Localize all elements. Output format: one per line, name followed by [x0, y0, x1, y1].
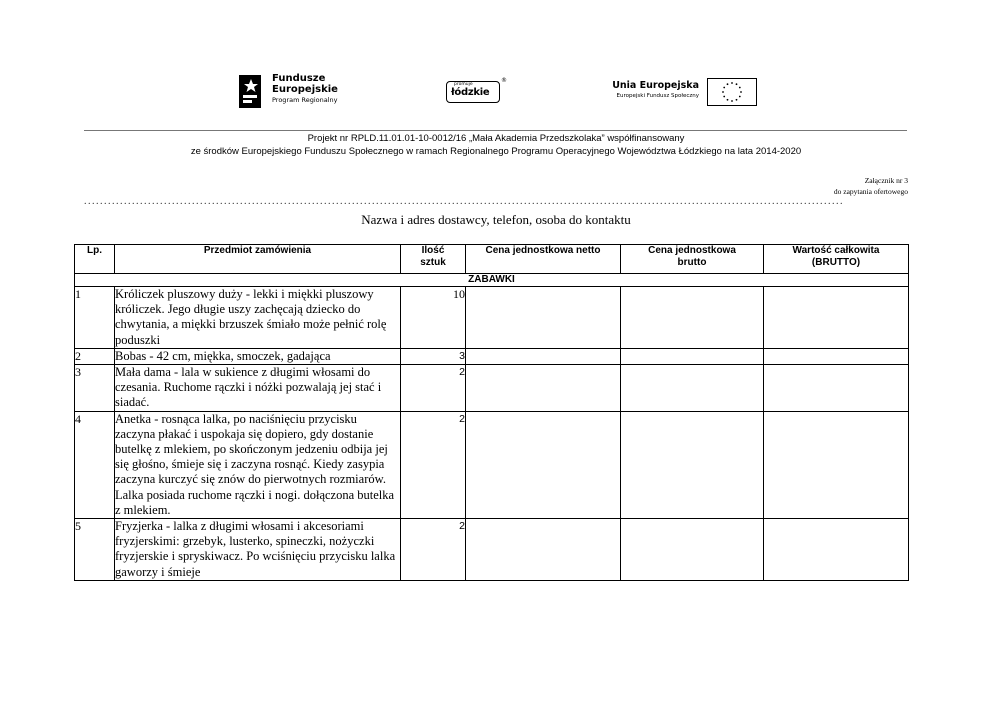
col-header-netto: Cena jednostkowa netto	[466, 245, 621, 274]
row-lp: 5	[75, 519, 115, 581]
row-brutto-cell	[621, 411, 764, 518]
row-description: Króliczek pluszowy duży - lekki i miękki pluszowy króliczek. Jego długie uszy zachęcają dziecko do chwytania, a miękki brzuszek śmiało może pełnić rolę poduszki	[115, 287, 401, 349]
promuje-lodzkie-logo	[446, 77, 508, 105]
row-total-cell	[764, 287, 909, 349]
row-netto-cell	[466, 348, 621, 364]
row-netto-cell	[466, 287, 621, 349]
row-total-cell	[764, 348, 909, 364]
lodz-logo-big: łódzkie	[451, 87, 490, 98]
table-row	[75, 348, 909, 364]
table-header-row	[75, 245, 909, 274]
table-row	[75, 519, 909, 581]
col-header-item: Przedmiot zamówienia	[115, 245, 401, 274]
col-header-brutto: Cena jednostkowa brutto	[621, 245, 764, 274]
row-netto-cell	[466, 365, 621, 412]
row-brutto-cell	[621, 287, 764, 349]
registered-mark: ®	[501, 77, 507, 84]
section-row	[75, 274, 909, 287]
row-description: Bobas - 42 cm, miękka, smoczek, gadająca	[115, 348, 401, 364]
row-lp: 3	[75, 365, 115, 412]
row-description: Mała dama - lala w sukience z długimi włosami do czesania. Ruchome rączki i nóżki pozwalają jej stać i siadać.	[115, 365, 401, 412]
row-total-cell	[764, 365, 909, 412]
fundusze-europejskie-logo	[238, 72, 368, 112]
row-brutto-cell	[621, 519, 764, 581]
logo-bar	[0, 0, 992, 130]
fe-star-icon	[238, 72, 264, 110]
row-description: Fryzjerka - lalka z długimi włosami i akcesoriami fryzjerskimi: grzebyk, lusterko, spineczki, nożyczki fryzjerskie i spryskiwacz. Po wciśnięciu przycisku lalka gaworzy i śmieje	[115, 519, 401, 581]
order-table	[74, 244, 909, 581]
header-divider	[84, 130, 907, 131]
annex-subtitle: do zapytania ofertowego	[833, 187, 908, 196]
supplier-dotted-line: ..............................................................................................................................................................................................	[84, 196, 844, 207]
eu-flag-icon	[707, 78, 757, 106]
row-lp: 1	[75, 287, 115, 349]
row-netto-cell	[466, 519, 621, 581]
row-qty: 2	[401, 411, 466, 518]
col-header-qty: Ilość sztuk	[401, 245, 466, 274]
unia-europejska-logo	[582, 78, 757, 108]
ue-logo-line2: Europejski Fundusz Społeczny	[616, 93, 699, 99]
row-brutto-cell	[621, 348, 764, 364]
project-line-1: Projekt nr RPLD.11.01.01-10-0012/16 „Mała Akademia Przedszkolaka” współfinansowany	[307, 133, 685, 144]
row-qty: 10	[401, 287, 466, 349]
table-row	[75, 287, 909, 349]
row-description: Anetka - rosnąca lalka, po naciśnięciu przycisku zaczyna płakać i uspokaja się dopiero, gdy dostanie butelkę z mlekiem, po skończonym jedzeniu odbija jej się głośno, śmieje się i zaczyna rosnąć. Kiedy zasypia zaczyna kurczyć się znów do pierwotnych rozmiarów. Lalka posiada ruchome rączki i nogi. dołączona butelka z mlekiem.	[115, 411, 401, 518]
supplier-label: Nazwa i adres dostawcy, telefon, osoba do kontaktu	[361, 212, 631, 227]
row-netto-cell	[466, 411, 621, 518]
row-total-cell	[764, 519, 909, 581]
table-row	[75, 411, 909, 518]
fe-logo-line1: Fundusze	[272, 73, 326, 84]
col-header-total: Wartość całkowita (BRUTTO)	[764, 245, 909, 274]
row-lp: 4	[75, 411, 115, 518]
table-row	[75, 365, 909, 412]
row-qty: 2	[401, 519, 466, 581]
project-line-2: ze środków Europejskiego Funduszu Społecznego w ramach Regionalnego Programu Operacyjnego Województwa Łódzkiego na lata 2014-2020	[190, 146, 802, 157]
lodz-logo-small: promuje	[454, 82, 473, 87]
annex-number: Załącznik nr 3	[864, 176, 908, 185]
col-header-lp: Lp.	[75, 245, 115, 274]
fe-logo-line3: Program Regionalny	[272, 96, 338, 104]
section-label: ZABAWKI	[75, 274, 909, 287]
row-brutto-cell	[621, 365, 764, 412]
fe-logo-line2: Europejskie	[272, 83, 338, 95]
row-total-cell	[764, 411, 909, 518]
row-qty: 3	[401, 348, 466, 364]
ue-logo-line1: Unia Europejska	[612, 80, 699, 91]
row-qty: 2	[401, 365, 466, 412]
row-lp: 2	[75, 348, 115, 364]
